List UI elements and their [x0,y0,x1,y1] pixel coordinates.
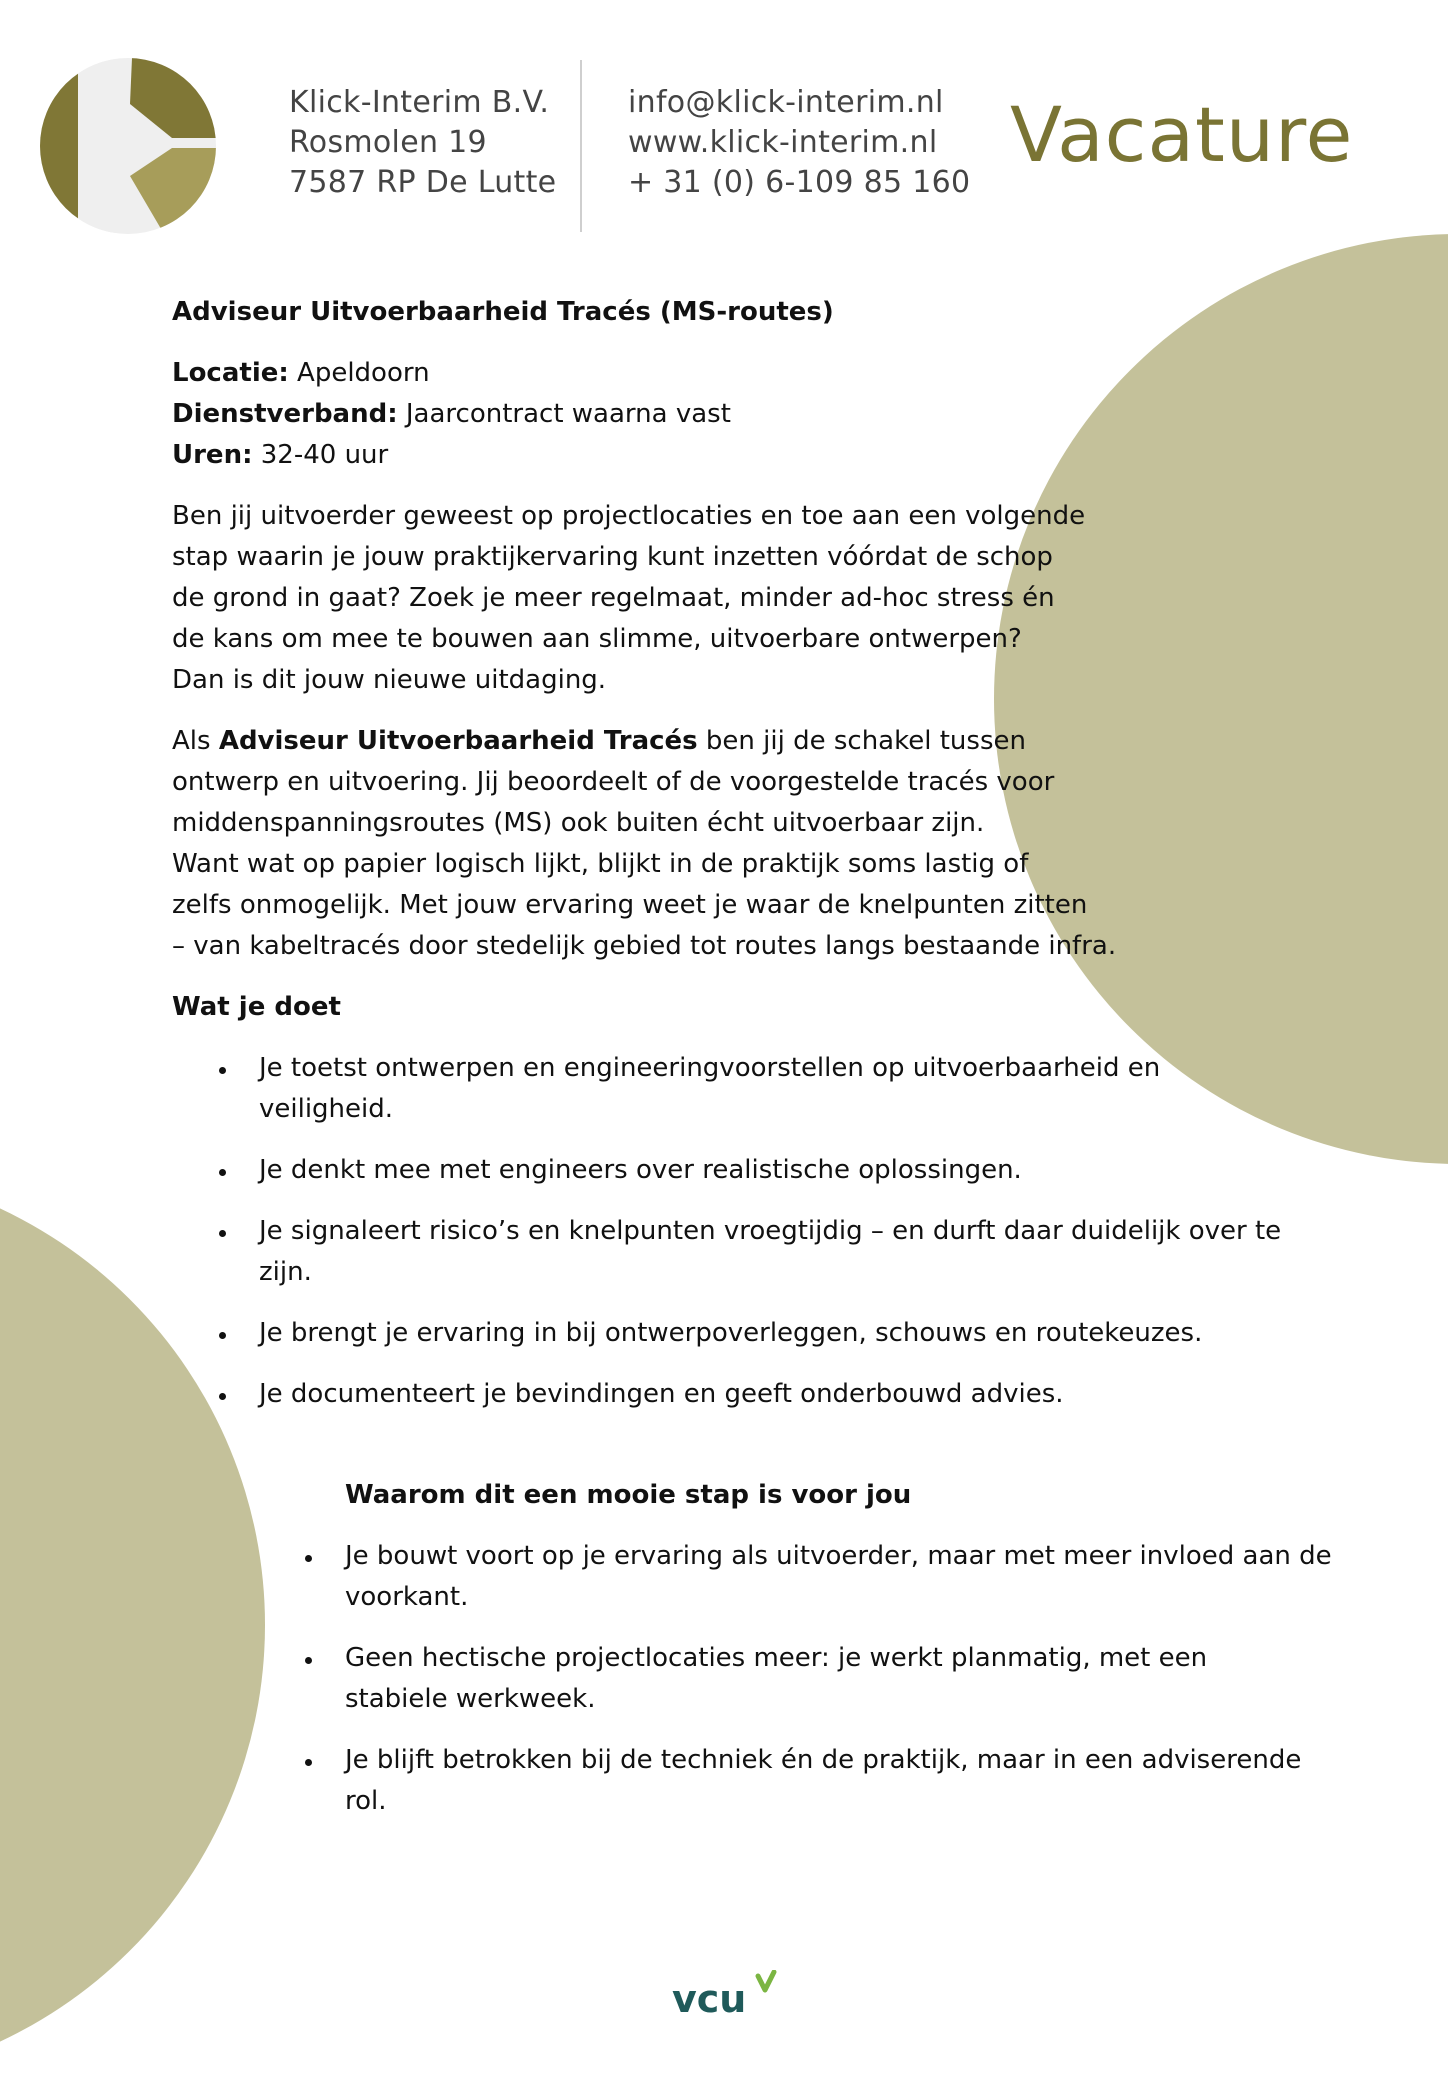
role-line: Als Adviseur Uitvoerbaarheid Tracés ben jij de schakel tussen [172,726,1026,756]
meta-location: Locatie: Apeldoorn [172,358,430,388]
list-item: Je toetst ontwerpen en engineeringvoorstellen op uitvoerbaarheid en veiligheid. [172,1048,1302,1130]
bullet-icon [219,1067,226,1074]
company-city: 7587 RP De Lutte [289,165,557,200]
bullet-icon [219,1393,226,1400]
list-item: Je documenteert je bevindingen en geeft onderbouwd advies. [172,1374,1302,1415]
klick-k-logo-icon [40,58,216,234]
intro-line: Ben jij uitvoerder geweest op projectlocaties en toe aan een volgende [172,501,1086,531]
job-meta [172,353,1302,476]
tasks-list [172,1048,1302,1415]
bullet-icon [219,1332,226,1339]
intro-line: de grond in gaat? Zoek je meer regelmaat, minder ad-hoc stress én [172,583,1055,613]
role-line: middenspanningsroutes (MS) ook buiten écht uitvoerbaar zijn. [172,808,985,838]
vcu-logo-icon [670,1970,780,2020]
meta-hours: Uren: 32-40 uur [172,440,389,470]
role-line: zelfs onmogelijk. Met jouw ervaring weet je waar de knelpunten zitten [172,890,1088,920]
intro-line: Dan is dit jouw nieuwe uitdaging. [172,665,607,695]
contact-website[interactable]: www.klick-interim.nl [628,125,938,160]
page-label: Vacature [1010,90,1354,179]
list-item: Je bouwt voort op je ervaring als uitvoerder, maar met meer invloed aan de voorkant. [172,1536,1302,1618]
intro-line: stap waarin je jouw praktijkervaring kunt inzetten vóórdat de schop [172,542,1053,572]
company-address [289,83,556,203]
list-item: Je blijft betrokken bij de techniek én de praktijk, maar in een adviserende rol. [172,1740,1302,1822]
list-item: Je denkt mee met engineers over realistische oplossingen. [172,1150,1302,1191]
bullet-icon [305,1759,312,1766]
role-line: ontwerp en uitvoering. Jij beoordeelt of de voorgestelde tracés voor [172,767,1055,797]
company-contact [628,83,970,203]
role-paragraph [172,721,1302,967]
job-title: Adviseur Uitvoerbaarheid Tracés (MS-routes) [172,297,834,327]
contact-email[interactable]: info@klick-interim.nl [628,85,944,120]
section-heading-benefits: Waarom dit een mooie stap is voor jou [345,1480,912,1510]
bullet-icon [219,1169,226,1176]
bullet-icon [305,1657,312,1664]
list-item: Je brengt je ervaring in bij ontwerpoverleggen, schouws en routekeuzes. [172,1313,1302,1354]
company-street: Rosmolen 19 [289,125,487,160]
header-divider [580,60,582,232]
svg-text:vcu: vcu [672,1977,747,2020]
role-line: Want wat op papier logisch lijkt, blijkt in de praktijk soms lastig of [172,849,1029,879]
company-name: Klick-Interim B.V. [289,85,550,120]
role-line: – van kabeltracés door stedelijk gebied tot routes langs bestaande infra. [172,931,1117,961]
intro-line: de kans om mee te bouwen aan slimme, uitvoerbare ontwerpen? [172,624,1022,654]
contact-phone: + 31 (0) 6-109 85 160 [628,165,971,200]
intro-paragraph [172,496,1302,701]
list-item: Je signaleert risico’s en knelpunten vroegtijdig – en durft daar duidelijk over te zijn. [172,1211,1302,1293]
meta-employment: Dienstverband: Jaarcontract waarna vast [172,399,731,429]
section-heading-tasks: Wat je doet [172,992,341,1022]
benefits-list [172,1536,1332,1822]
bullet-icon [305,1555,312,1562]
list-item: Geen hectische projectlocaties meer: je werkt planmatig, met een stabiele werkweek. [172,1638,1302,1720]
vacancy-document [172,292,1332,1842]
bullet-icon [219,1230,226,1237]
